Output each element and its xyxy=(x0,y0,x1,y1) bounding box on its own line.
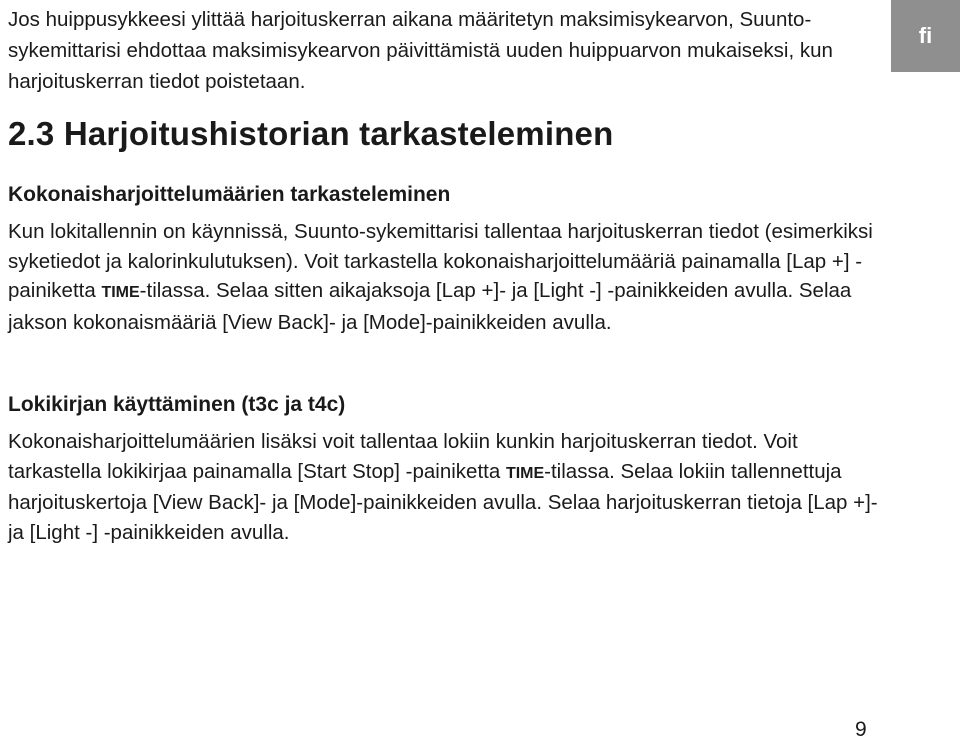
page-number: 9 xyxy=(855,718,867,741)
totals-text-end: -tilassa. Selaa sitten aikajaksoja [Lap +]- ja [Light -] -painikkeiden avulla. Selaa jakson kokonaismääriä [View Back]- ja [Mode]-painikkeiden avulla. xyxy=(8,279,852,334)
time-mode-label: TIME xyxy=(505,464,545,482)
logbook-text-start: Kokonaisharjoittelumäärien lisäksi voit tallentaa lokiin kunkin harjoituskerran tiedot. Voit tarkastella lokikirjaa painamalla [Start Stop] -painiketta xyxy=(8,430,798,483)
logbook-paragraph xyxy=(8,427,888,547)
section-title: 2.3 Harjoitushistorian tarkasteleminen xyxy=(8,115,614,152)
totals-paragraph xyxy=(8,217,888,337)
totals-text-start: Kun lokitallennin on käynnissä, Suunto-sykemittarisi tallentaa harjoituskerran tiedot (esimerkiksi syketiedot ja kalorinkulutuksen). Voit tarkastella kokonaisharjoittelumääriä painamalla [Lap +] -painiketta xyxy=(8,220,873,302)
language-tab: fi xyxy=(891,0,960,72)
intro-paragraph: Jos huippusykkeesi ylittää harjoituskerran aikana määritetyn maksimisykearvon, Suunto-sykemittarisi ehdottaa maksimisykearvon päivittämistä uuden huippuarvon mukaiseksi, kun harjoituskerran tiedot poistetaan. xyxy=(8,8,833,93)
logbook-heading: Lokikirjan käyttäminen (t3c ja t4c) xyxy=(8,393,346,416)
time-mode-label: TIME xyxy=(101,284,140,301)
totals-heading: Kokonaisharjoittelumäärien tarkasteleminen xyxy=(8,183,451,206)
logbook-text-end: -tilassa. Selaa lokiin tallennettuja harjoituskertoja [View Back]- ja [Mode]-painikkeiden avulla. Selaa harjoituskerran tietoja [Lap +]- ja [Light -] -painikkeiden avulla. xyxy=(8,459,878,544)
